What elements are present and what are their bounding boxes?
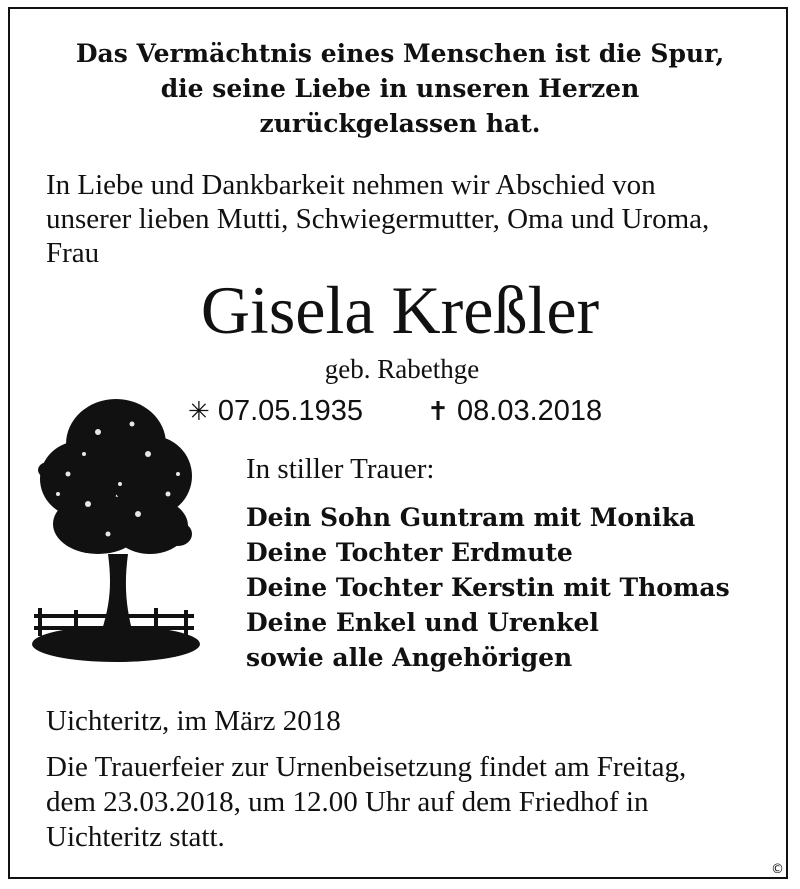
mourner-entry: Deine Enkel und Urenkel bbox=[246, 608, 599, 637]
service-line: Die Trauerfeier zur Urnenbeisetzung findet am Freitag, bbox=[46, 751, 687, 783]
place-date: Uichteritz, im März 2018 bbox=[46, 705, 341, 737]
motto bbox=[0, 36, 800, 141]
deceased-name: Gisela Kreßler bbox=[200, 272, 600, 348]
life-dates bbox=[188, 392, 688, 430]
service-line: dem 23.03.2018, um 12.00 Uhr auf dem Friedhof in bbox=[46, 786, 649, 818]
mourner-entry: Dein Sohn Guntram mit Monika bbox=[246, 503, 696, 532]
service-info bbox=[46, 750, 766, 855]
mourner-entry: sowie alle Angehörigen bbox=[246, 643, 573, 672]
intro-line: unserer lieben Mutti, Schwiegermutter, Oma und Uroma, bbox=[46, 203, 710, 235]
tree-illustration-icon bbox=[28, 384, 204, 666]
mourner-entry: Deine Tochter Erdmute bbox=[246, 538, 573, 567]
mourning-intro: In stiller Trauer: bbox=[246, 453, 435, 485]
motto-line: die seine Liebe in unseren Herzen bbox=[160, 74, 640, 103]
motto-line: zurückgelassen hat. bbox=[259, 109, 541, 138]
motto-line: Das Vermächtnis eines Menschen ist die Spur, bbox=[75, 39, 725, 68]
intro-line: In Liebe und Dankbarkeit nehmen wir Abschied von bbox=[46, 169, 656, 201]
maiden-name: geb. Rabethge bbox=[324, 354, 480, 384]
intro-line: Frau bbox=[46, 237, 100, 269]
birth-date: 07.05.1935 bbox=[217, 395, 364, 427]
intro-text bbox=[46, 168, 766, 270]
death-date: 08.03.2018 bbox=[457, 395, 603, 427]
birth-star-icon: ✳ bbox=[188, 396, 210, 426]
copyright-mark: © bbox=[771, 862, 784, 877]
mourners-list bbox=[246, 500, 730, 675]
mourner-entry: Deine Tochter Kerstin mit Thomas bbox=[246, 573, 730, 602]
service-line: Uichteritz statt. bbox=[46, 821, 225, 853]
death-cross-icon: ✝ bbox=[427, 396, 449, 426]
